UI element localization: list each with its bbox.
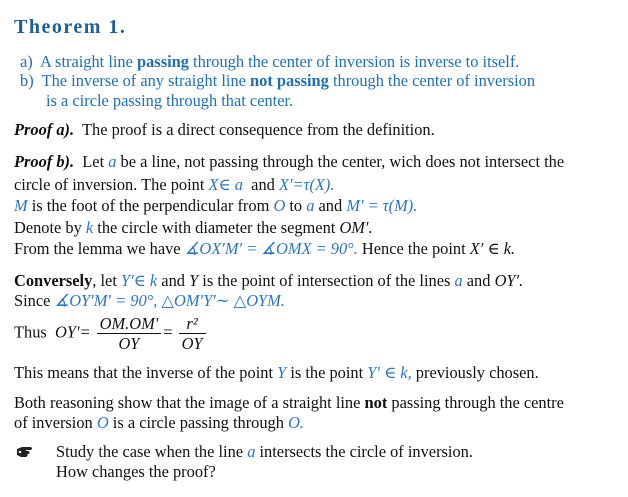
exercise-line-2: How changes the proof?	[56, 462, 216, 481]
proof-b-line-3: M is the foot of the perpendicular from O to a and M′ = τ(M).	[14, 196, 418, 215]
fraction-r2-over-oy: $\frac{\text{r²}}{OY}$	[179, 314, 206, 353]
proof-a: Proof a). The proof is a direct consequence from the definition.	[14, 120, 435, 139]
item-a: a) A straight line passing through the center of inversion is inverse to itself.	[20, 52, 520, 71]
theorem-title: Theorem 1.	[14, 16, 127, 38]
proof-b-line-1: Proof b). Let a be a line, not passing through the center, wich does not intersect the	[14, 152, 565, 171]
proof-b-line-2: circle of inversion. The point X∈ a and X′=τ(X).	[14, 175, 335, 194]
proof-b-label: Proof b).	[14, 152, 75, 171]
proof-a-label: Proof a).	[14, 120, 75, 139]
converse-line-1: Conversely, let Y′∈ k and Y is the point of intersection of the lines a and OY′.	[14, 271, 524, 290]
conclusion-line-1: Both reasoning show that the image of a straight line not passing through the centre	[14, 393, 564, 412]
means-line: This means that the inverse of the point Y is the point Y′ ∈ k, previously chosen.	[14, 363, 539, 382]
proof-b-line-5: From the lemma we have ∡OX′M′ = ∡OMX = 90°. Hence the point X′ ∈ k.	[14, 239, 516, 258]
exercise-line-1: Study the case when the line a intersects the circle of inversion.	[56, 442, 473, 461]
item-b-continuation: is a circle passing through that center.	[46, 91, 294, 110]
thus-equation: Thus OY'= $\frac{OM.OM'}{OY}$ = $\frac{\text{r²}}{OY}$	[14, 314, 208, 353]
converse-line-2: Since ∡OY′M′ = 90°, △OM′Y′∼ △OYM.	[14, 291, 285, 310]
fraction-om-om-over-oy: $\frac{OM.OM'}{OY}$	[97, 314, 162, 353]
conclusion-line-2: of inversion O is a circle passing through O.	[14, 413, 304, 432]
item-b: b) The inverse of any straight line not passing through the center of inversion	[20, 71, 536, 90]
pointing-hand-icon	[16, 443, 34, 459]
proof-b-line-4: Denote by k the circle with diameter the segment OM′.	[14, 218, 373, 237]
